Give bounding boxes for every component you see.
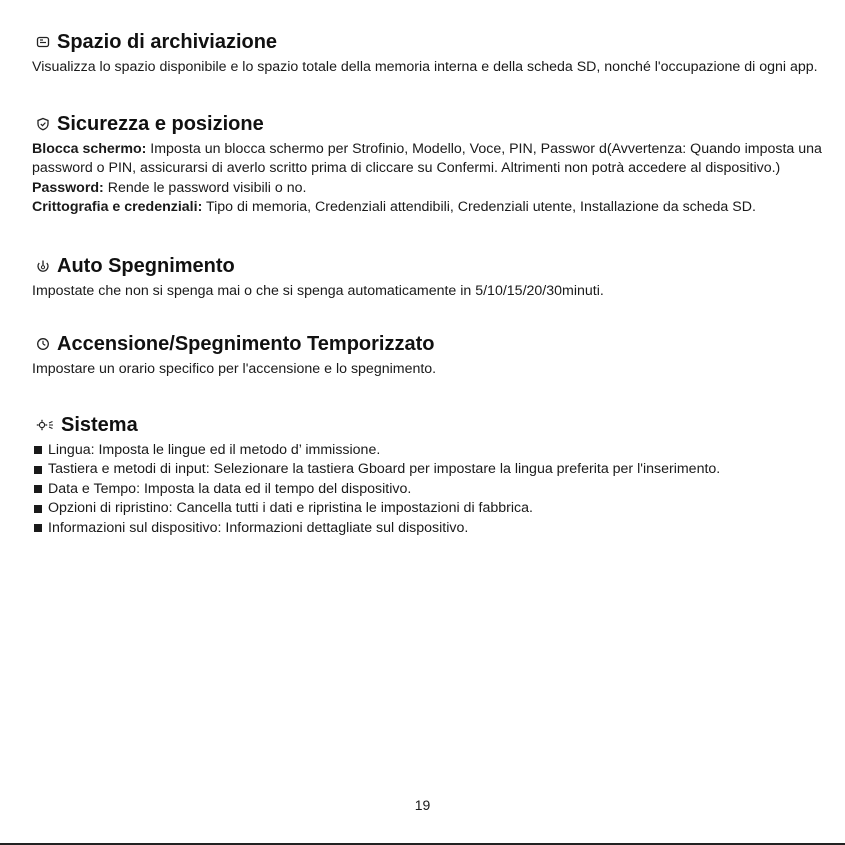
security-item-encryption	[32, 198, 822, 218]
list-item-text: Informazioni sul dispositivo: Informazioni dettagliate sul dispositivo.	[48, 519, 469, 536]
list-item	[32, 519, 822, 539]
section-title-storage-text: Spazio di archiviazione	[57, 31, 278, 53]
section-scheduled-text: Impostare un orario specifico per l'accensione e lo spegnimento.	[32, 361, 437, 377]
list-item	[32, 499, 822, 519]
section-title-auto-off	[32, 254, 822, 278]
section-scheduled	[32, 332, 822, 380]
list-item	[32, 441, 822, 461]
power-timer-icon	[36, 259, 50, 273]
section-auto-off-text: Impostate che non si spenga mai o che si spenga automaticamente in 5/10/15/20/30minuti.	[32, 282, 604, 299]
list-item-text: Data e Tempo: Imposta la data ed il tempo del dispositivo.	[48, 480, 412, 497]
section-title-scheduled	[32, 332, 822, 356]
security-item-text: Tipo di memoria, Credenziali attendibili, Credenziali utente, Installazione da scheda SD.	[202, 199, 756, 215]
schedule-power-icon	[36, 337, 50, 351]
security-item-label: Blocca schermo:	[32, 140, 147, 157]
section-title-security	[32, 112, 822, 136]
bullet-square-icon	[34, 485, 42, 493]
section-title-system-text: Sistema	[61, 413, 138, 436]
section-title-storage	[32, 30, 822, 54]
page-number: 19	[414, 797, 431, 813]
section-title-security-text: Sicurezza e posizione	[57, 112, 264, 135]
section-system	[32, 413, 822, 539]
security-item-text: Imposta un blocca schermo per Strofinio, Modello, Voce, PIN, Passwor d(Avvertenza: Quando imposta una password o PIN, assicurarsi di averlo scritto prima di cliccare su Confermi. Altrimenti non potrà accedere al dispositivo.)	[32, 140, 822, 176]
section-title-system	[32, 413, 822, 437]
list-item	[32, 480, 822, 500]
list-item	[32, 460, 822, 480]
list-item-text: Tastiera e metodi di input: Selezionare la tastiera Gboard per impostare la lingua preferita per l'inserimento.	[48, 461, 721, 477]
section-title-scheduled-text: Accensione/Spegnimento Temporizzato	[57, 333, 435, 355]
section-security	[32, 112, 822, 218]
section-auto-off	[32, 254, 822, 302]
bullet-square-icon	[34, 524, 42, 532]
security-item-label: Crittografia e credenziali:	[32, 199, 203, 215]
list-item-text: Lingua: Imposta le lingue ed il metodo d’ immissione.	[48, 441, 381, 458]
bullet-square-icon	[34, 505, 42, 513]
shield-icon	[36, 117, 50, 131]
security-item-label: Password:	[32, 179, 104, 196]
security-item-text: Rende le password visibili o no.	[103, 179, 307, 196]
security-item-password	[32, 179, 822, 199]
list-item-text: Opzioni di ripristino: Cancella tutti i dati e ripristina le impostazioni di fabbrica.	[48, 500, 533, 516]
system-bullet-list	[32, 441, 822, 539]
bullet-square-icon	[34, 446, 42, 454]
section-storage	[32, 30, 822, 78]
system-gear-icon	[36, 418, 54, 432]
manual-page	[32, 30, 822, 538]
bullet-square-icon	[34, 466, 42, 474]
security-item-lock-screen	[32, 140, 822, 179]
section-title-auto-off-text: Auto Spegnimento	[57, 254, 235, 277]
storage-icon	[36, 35, 50, 49]
section-storage-text: Visualizza lo spazio disponibile e lo spazio totale della memoria interna e della scheda SD, nonché l'occupazione di ogni app.	[32, 59, 818, 75]
